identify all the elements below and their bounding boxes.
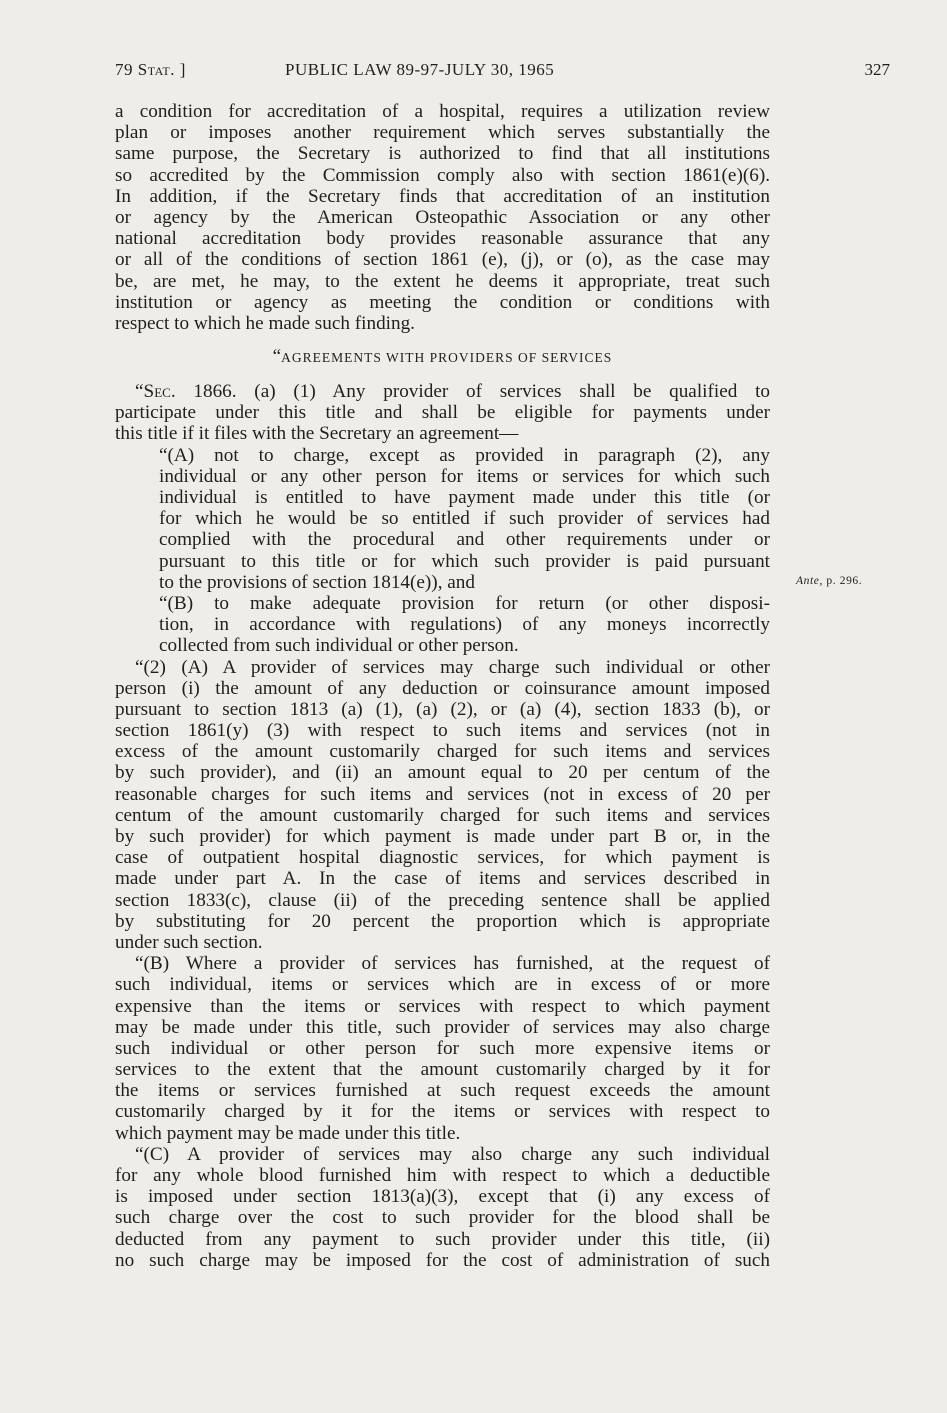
paragraph-2a [115, 657, 770, 954]
text-line: customarily charged by it for the items or services with respect to [115, 1101, 770, 1123]
text-line: the items or services furnished at such request exceeds the amount [115, 1080, 770, 1102]
text-line [115, 381, 770, 402]
text-line: deducted from any payment to such provider under this title, (ii) [115, 1228, 770, 1250]
text-line: “(B) Where a provider of services has furnished, at the request of [135, 953, 770, 975]
text-line: by such provider) for which payment is made under part B or, in the [115, 826, 770, 847]
margin-reference [796, 575, 862, 587]
text-line: this title if it files with the Secretary an agreement— [115, 423, 519, 445]
text-line: centum of the amount customarily charged for such items and services [115, 804, 770, 826]
heading-quote: “ [272, 346, 282, 368]
text-line: “(2) (A) A provider of services may charge such individual or other [135, 656, 770, 678]
text-line: a condition for accreditation of a hospital, requires a utilization review [115, 101, 770, 122]
volume-number: 79 [115, 60, 133, 79]
text-line: may be made under this title, such provider of services may also charge [115, 1016, 770, 1038]
clause-a [115, 445, 770, 593]
text-line: “(C) A provider of services may also charge any such individual [135, 1143, 770, 1165]
text-line: institution or agency as meeting the condition or conditions with [115, 291, 770, 313]
text-line: same purpose, the Secretary is authorized to find that all institutions [115, 143, 770, 165]
sec-label: Sec. [143, 381, 176, 403]
text-line: made under part A. In the case of items and services described in [115, 868, 770, 890]
text-line: or agency by the American Osteopathic Association or any other [115, 206, 770, 228]
text-line: pursuant to section 1813 (a) (1), (a) (2), or (a) (4), section 1833 (b), or [115, 698, 770, 720]
section-heading [115, 346, 770, 368]
text-line: services to the extent that the amount customarily charged by it for [115, 1059, 770, 1081]
statute-citation [115, 60, 186, 80]
text-line: such individual or other person for such more expensive items or [115, 1037, 770, 1059]
text-line: is imposed under section 1813(a)(3), except that (i) any excess of [115, 1186, 770, 1208]
heading-text: AGREEMENTS WITH PROVIDERS OF SERVICES [281, 350, 613, 366]
text-line: such charge over the cost to such provider for the blood shall be [115, 1207, 770, 1229]
sec-quote: “ [135, 381, 144, 403]
text-line: In addition, if the Secretary finds that accreditation of an institution [115, 185, 770, 207]
text-line: “(A) not to charge, except as provided in paragraph (2), any [159, 444, 770, 466]
body-text [115, 101, 770, 1271]
law-title: PUBLIC LAW 89-97-JULY 30, 1965 [285, 60, 555, 79]
text-line: reasonable charges for such items and services (not in excess of 20 per [115, 783, 770, 805]
text-line: collected from such individual or other person. [159, 635, 519, 657]
text-line: to the provisions of section 1814(e)), and [159, 571, 475, 593]
text-line: participate under this title and shall be eligible for payments under [115, 402, 770, 424]
text-line: individual or any other person for items or services for which such [159, 465, 770, 487]
paragraph-sec-1866 [115, 381, 770, 445]
text-line: tion, in accordance with regulations) of any moneys incorrectly [159, 614, 770, 636]
text-line: complied with the procedural and other requirements under or [159, 529, 770, 551]
text-line: be, are met, he may, to the extent he deems it appropriate, treat such [115, 270, 770, 292]
text-line: case of outpatient hospital diagnostic services, for which payment is [115, 847, 770, 869]
text-line: or all of the conditions of section 1861 (e), (j), or (o), as the case may [115, 249, 770, 271]
text-line: such individual, items or services which are in excess of or more [115, 974, 770, 996]
page-number: 327 [864, 60, 890, 79]
paragraph-2b [115, 953, 770, 1144]
clause-b [115, 593, 770, 657]
text-line: by such provider), and (ii) an amount equal to 20 per centum of the [115, 762, 770, 784]
text-line: excess of the amount customarily charged for such items and services [115, 741, 770, 763]
text-line: section 1861(y) (3) with respect to such items and services (not in [115, 720, 770, 742]
text-line: under such section. [115, 931, 263, 953]
running-header [115, 60, 890, 88]
text-line: by substituting for 20 percent the proportion which is appropriate [115, 910, 770, 932]
text-line: for any whole blood furnished him with respect to which a deductible [115, 1165, 770, 1186]
text-line: pursuant to this title or for which such provider is paid pursuant [159, 550, 770, 572]
text-line: “(B) to make adequate provision for return (or other disposi- [159, 592, 770, 614]
text-line: no such charge may be imposed for the cost of administration of such [115, 1249, 770, 1271]
text-line: section 1833(c), clause (ii) of the preceding sentence shall be applied [115, 889, 770, 911]
text-line: for which he would be so entitled if such provider of services had [159, 508, 770, 530]
text-line: which payment may be made under this title. [115, 1122, 461, 1144]
margin-reference-italic: Ante, [796, 575, 823, 587]
text-line: individual is entitled to have payment made under this title (or [159, 487, 770, 508]
paragraph-2c [115, 1144, 770, 1271]
statutes-abbrev: Stat. [137, 60, 175, 79]
text-line: national accreditation body provides reasonable assurance that any [115, 228, 770, 250]
text-line: so accredited by the Commission comply also with section 1861(e)(6). [115, 164, 770, 186]
text-line: person (i) the amount of any deduction or coinsurance amount imposed [115, 677, 770, 699]
text-line: plan or imposes another requirement which serves substantially the [115, 122, 770, 144]
margin-reference-page: p. 296. [822, 575, 863, 587]
citation-bracket: ] [175, 60, 186, 79]
text-line: respect to which he made such finding. [115, 312, 415, 334]
sec-text: 1866. (a) (1) Any provider of services shall be qualified to [175, 381, 770, 403]
text-line: expensive than the items or services with respect to which payment [115, 995, 770, 1017]
paragraph-accreditation [115, 101, 770, 334]
